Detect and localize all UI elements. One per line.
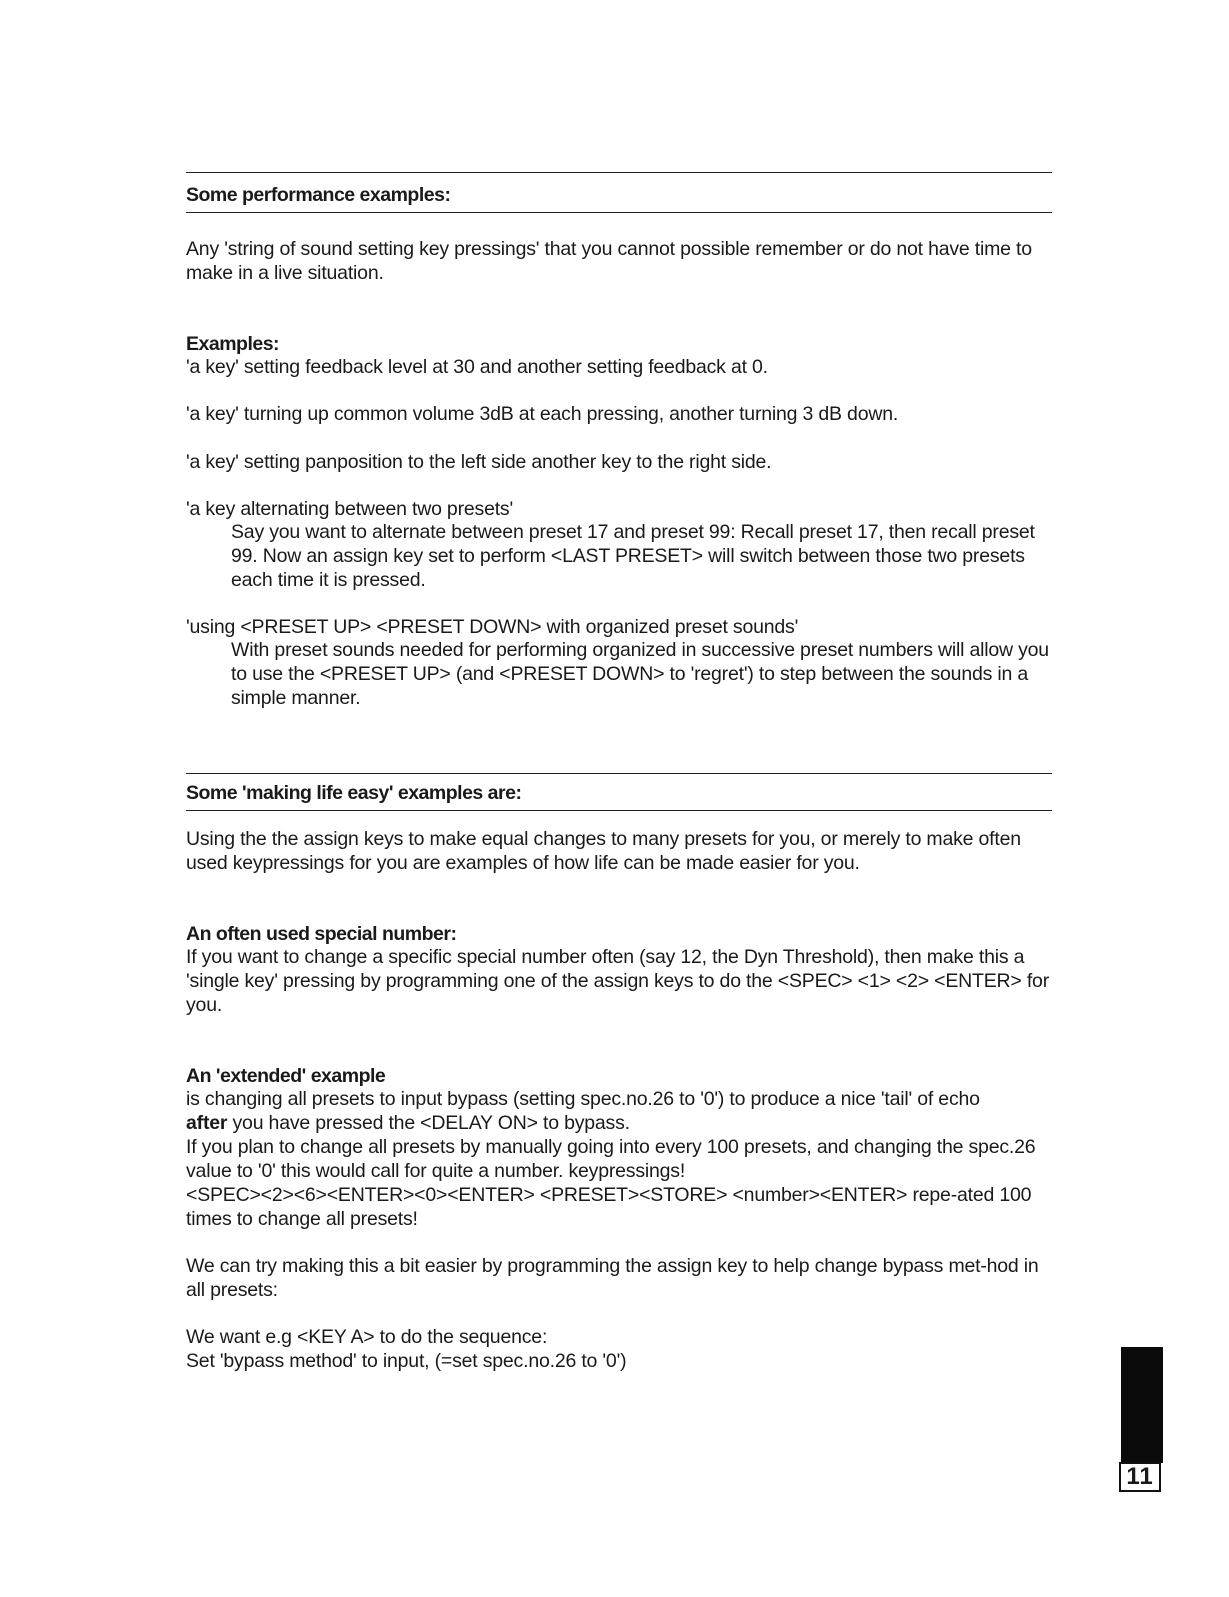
extended-line2-rest: you have pressed the <DELAY ON> to bypass. — [227, 1112, 630, 1134]
example-feedback: 'a key' setting feedback level at 30 and another setting feedback at 0. — [186, 356, 768, 378]
page-number: 11 — [1119, 1462, 1161, 1492]
extended-line2 — [186, 1111, 1056, 1135]
example-updown-title: 'using <PRESET UP> <PRESET DOWN> with organized preset sounds' — [186, 616, 799, 638]
extended-para3: <SPEC><2><6><ENTER><0><ENTER> <PRESET><STORE> <number><ENTER> repe-ated 100 times to change all presets! — [186, 1184, 1032, 1230]
extended-heading: An 'extended' example — [186, 1065, 386, 1087]
example-alternate-body: Say you want to alternate between preset 17 and preset 99: Recall preset 17, then recall preset 99. Now an assign key set to perform <LAST PRESET> will switch between those two presets each time it is pressed. — [231, 521, 1035, 591]
extended-para4: We can try making this a bit easier by programming the assign key to help change bypass met-hod in all presets: — [186, 1255, 1039, 1301]
page-tab-marker — [1121, 1347, 1163, 1463]
rule-top-section2 — [186, 773, 1052, 774]
section1-intro: Any 'string of sound setting key pressings' that you cannot possible remember or do not have time to make in a live situation. — [186, 238, 1032, 284]
special-body: If you want to change a specific special number often (say 12, the Dyn Threshold), then make this a 'single key' pressing by programming one of the assign keys to do the <SPEC> <1> <2> <ENTER> for you. — [186, 946, 1049, 1016]
rule-bottom-section2 — [186, 810, 1052, 811]
example-panposition: 'a key' setting panposition to the left side another key to the right side. — [186, 451, 772, 473]
special-heading: An often used special number: — [186, 923, 457, 945]
section2-heading: Some 'making life easy' examples are: — [186, 782, 522, 804]
extended-para5a: We want e.g <KEY A> to do the sequence: — [186, 1326, 548, 1348]
rule-bottom-section1 — [186, 212, 1052, 213]
extended-para5b: Set 'bypass method' to input, (=set spec.no.26 to '0') — [186, 1350, 627, 1372]
example-alternate-title: 'a key alternating between two presets' — [186, 498, 514, 520]
rule-top-section1 — [186, 172, 1052, 173]
section1-heading: Some performance examples: — [186, 184, 451, 206]
examples-heading: Examples: — [186, 333, 280, 355]
example-updown-body: With preset sounds needed for performing organized in successive preset numbers will allow you to use the <PRESET UP> (and <PRESET DOWN> to 'regret') to step between the sounds in a simple manner. — [231, 639, 1049, 709]
example-volume: 'a key' turning up common volume 3dB at each pressing, another turning 3 dB down. — [186, 403, 899, 425]
extended-para2: If you plan to change all presets by manually going into every 100 presets, and changing the spec.26 value to '0' this would call for quite a number. keypressings! — [186, 1136, 1036, 1182]
section2-intro: Using the the assign keys to make equal changes to many presets for you, or merely to make often used keypressings for you are examples of how life can be made easier for you. — [186, 828, 1021, 874]
extended-body — [186, 1087, 1056, 1231]
extended-line1: is changing all presets to input bypass (setting spec.no.26 to '0') to produce a nice 'tail' of echo — [186, 1088, 980, 1110]
after-emphasis: after — [186, 1112, 228, 1134]
